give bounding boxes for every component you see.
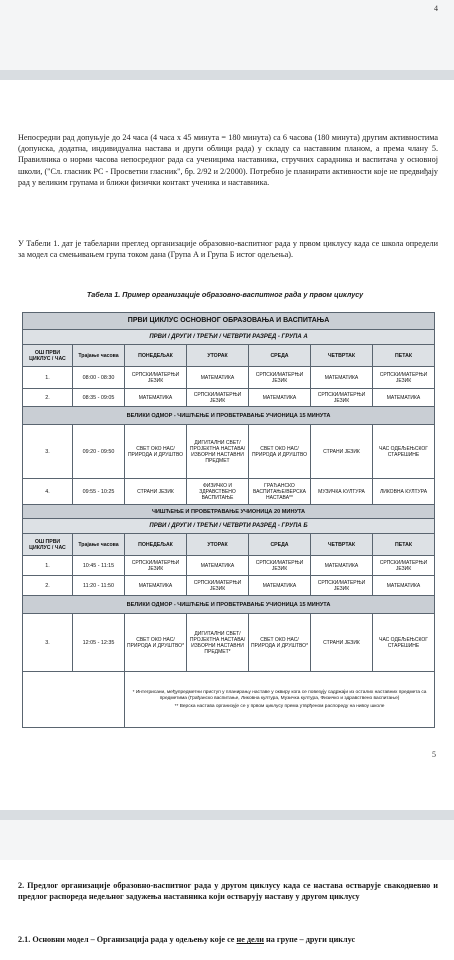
- schedule-table: [22, 312, 435, 728]
- table-cell: 09:20 - 09:50: [73, 425, 125, 479]
- table-cell: МАТЕМАТИКА: [311, 367, 373, 389]
- table-cell: 2.: [23, 389, 73, 407]
- table-cell: ЧАС ОДЕЉЕЊСКОГ СТАРЕШИНЕ: [373, 614, 435, 672]
- group-a-header: ПРВИ / ДРУГИ / ТРЕЋИ / ЧЕТВРТИ РАЗРЕД - ГРУПА А: [23, 330, 435, 345]
- col-header-wednesday: СРЕДА: [249, 534, 311, 556]
- table-cell: 2.: [23, 576, 73, 596]
- table-cell: МАТЕМАТИКА: [373, 576, 435, 596]
- table-cell: МАТЕМАТИКА: [249, 389, 311, 407]
- page-gap-top: [0, 70, 454, 80]
- col-header-tuesday: УТОРАК: [187, 534, 249, 556]
- table-cell: 1.: [23, 556, 73, 576]
- table-cell: СРПСКИ/МАТЕРЊИ ЈЕЗИК: [249, 367, 311, 389]
- table-cell: 3.: [23, 425, 73, 479]
- subsection-underlined: не дели: [236, 935, 264, 944]
- table-cell: 12:05 - 12:35: [73, 614, 125, 672]
- col-header-duration: Трајање часова: [73, 534, 125, 556]
- table-cell: СРПСКИ/МАТЕРЊИ ЈЕЗИК: [311, 576, 373, 596]
- table-cell: 4.: [23, 479, 73, 505]
- table-cell: МАТЕМАТИКА: [311, 556, 373, 576]
- col-header-friday: ПЕТАК: [373, 534, 435, 556]
- intro-paragraph: Непосредни рад допуњује до 24 часа (4 часа x 45 минута = 180 минута) са 6 часова (180 минута) другим активностима (допунска, додатна, индивидуална настава и други облици рада) у складу са наставним планом, а према члану 5. Правилника о норми часова непосредног рада са ученицима наставника, стручних сарадника и васпитача у основној школи, ("Сл. гласник РС - Просветни гласник", бр. 2/92 и 2/2000). Потребно је планирати активности које не предвиђају рад у великим групама и ближи физички контакт ученика и наставника.: [18, 133, 438, 187]
- table-cell: ФИЗИЧКО И ЗДРАВСТВЕНО ВАСПИТАЊЕ: [187, 479, 249, 505]
- table-cell: 08:35 - 09:05: [73, 389, 125, 407]
- table-row: [23, 425, 435, 479]
- break-cleaning: ЧИШЋЕЊЕ И ПРОВЕТРАВАЊЕ УЧИОНИЦА 20 МИНУТА: [23, 505, 435, 519]
- table-cell: СРПСКИ/МАТЕРЊИ ЈЕЗИК: [373, 367, 435, 389]
- col-header-monday: ПОНЕДЕЉАК: [125, 534, 187, 556]
- note-integrated: * Интегрисани, међупредметни приступ у планирању наставе у оквиру кога се повезују садржаји из осталих наставних предмета са предметима (Грађанско васпитање, Ликовна култура, Музичка култура, Физичко и здравствено васпитање): [132, 689, 427, 701]
- table-cell: ЛИКОВНА КУЛТУРА: [373, 479, 435, 505]
- table-cell: МАТЕМАТИКА: [249, 576, 311, 596]
- table-cell: СТРАНИ ЈЕЗИК: [125, 479, 187, 505]
- col-header-thursday: ЧЕТВРТАК: [311, 345, 373, 367]
- table-cell: СВЕТ ОКО НАС/ПРИРОДА И ДРУШТВО: [125, 425, 187, 479]
- table-cell: СРПСКИ/МАТЕРЊИ ЈЕЗИК: [187, 389, 249, 407]
- group-b-header: ПРВИ / ДРУГИ / ТРЕЋИ / ЧЕТВРТИ РАЗРЕД - ГРУПА Б: [23, 519, 435, 534]
- col-header-tuesday: УТОРАК: [187, 345, 249, 367]
- table-cell: СРПСКИ/МАТЕРЊИ ЈЕЗИК: [311, 389, 373, 407]
- table-cell: ГРАЂАНСКО ВАСПИТАЊЕ/ВЕРСКА НАСТАВА**: [249, 479, 311, 505]
- table-cell: МУЗИЧКА КУЛТУРА: [311, 479, 373, 505]
- table-intro-paragraph: У Табели 1. дат је табеларни преглед организације образовно-васпитног рада у првом циклусу када се школа определи за модел са смењивањем група током дана (Група А и Група Б истог одељења).: [18, 239, 438, 260]
- table-cell: 10:45 - 11:15: [73, 556, 125, 576]
- break-long-a: ВЕЛИКИ ОДМОР - ЧИШЋЕЊЕ И ПРОВЕТРАВАЊЕ УЧИОНИЦА 15 МИНУТА: [23, 407, 435, 425]
- table-row: [23, 614, 435, 672]
- col-header-thursday: ЧЕТВРТАК: [311, 534, 373, 556]
- table-cell: МАТЕМАТИКА: [125, 389, 187, 407]
- table-cell: 1.: [23, 367, 73, 389]
- col-header-friday: ПЕТАК: [373, 345, 435, 367]
- table-row: [23, 367, 435, 389]
- col-header-duration: Трајање часова: [73, 345, 125, 367]
- table-cell: ЧАС ОДЕЉЕЊСКОГ СТАРЕШИНЕ: [373, 425, 435, 479]
- table-row: [23, 389, 435, 407]
- table-cell: СРПСКИ/МАТЕРЊИ ЈЕЗИК: [125, 367, 187, 389]
- table-cell: СВЕТ ОКО НАС/ПРИРОДА И ДРУШТВО*: [125, 614, 187, 672]
- section-heading: 2. Предлог организације образовно-васпитног рада у другом циклусу када се настава остварује свакодневно и предлог распореда недељног задужења наставника који остварују наставу у другом циклусу: [18, 881, 438, 902]
- table-cell: 3.: [23, 614, 73, 672]
- table-cell: СТРАНИ ЈЕЗИК: [311, 425, 373, 479]
- table-row: [23, 576, 435, 596]
- table-title: ПРВИ ЦИКЛУС ОСНОВНОГ ОБРАЗОВАЊА И ВАСПИТАЊА: [23, 313, 435, 330]
- table-cell: СРПСКИ/МАТЕРЊИ ЈЕЗИК: [249, 556, 311, 576]
- column-headers-a: [23, 345, 435, 367]
- notes-blank: [23, 672, 125, 728]
- col-header-class: ОШ ПРВИ ЦИКЛУС / ЧАС: [23, 534, 73, 556]
- col-header-monday: ПОНЕДЕЉАК: [125, 345, 187, 367]
- note-religious: ** Верска настава организује се у првом циклусу према утврђеном распореду на нивоу школе: [174, 703, 385, 709]
- table-cell: МАТЕМАТИКА: [187, 556, 249, 576]
- break-long-b: ВЕЛИКИ ОДМОР - ЧИШЋЕЊЕ И ПРОВЕТРАВАЊЕ УЧИОНИЦА 15 МИНУТА: [23, 596, 435, 614]
- table-row: [23, 479, 435, 505]
- table-cell: СРПСКИ/МАТЕРЊИ ЈЕЗИК: [373, 556, 435, 576]
- table-cell: ДИГИТАЛНИ СВЕТ/ПРОЈЕКТНА НАСТАВА/ИЗБОРНИ НАСТАВНИ ПРЕДМЕТ: [187, 425, 249, 479]
- table-cell: СРПСКИ/МАТЕРЊИ ЈЕЗИК: [125, 556, 187, 576]
- table-cell: ДИГИТАЛНИ СВЕТ/ПРОЈЕКТНА НАСТАВА/ИЗБОРНИ НАСТАВНИ ПРЕДМЕТ*: [187, 614, 249, 672]
- table-cell: МАТЕМАТИКА: [187, 367, 249, 389]
- table-row: [23, 556, 435, 576]
- page-separator-bottom: [0, 820, 454, 860]
- page-gap-bottom: [0, 810, 454, 820]
- table-cell: СРПСКИ/МАТЕРЊИ ЈЕЗИК: [187, 576, 249, 596]
- page-number-middle: 5: [432, 750, 436, 759]
- table-cell: МАТЕМАТИКА: [125, 576, 187, 596]
- table-cell: СВЕТ ОКО НАС/ПРИРОДА И ДРУШТВО: [249, 425, 311, 479]
- table-cell: 11:20 - 11:50: [73, 576, 125, 596]
- page-number-top: 4: [434, 4, 438, 13]
- subsection-heading: [18, 934, 438, 945]
- col-header-wednesday: СРЕДА: [249, 345, 311, 367]
- table-cell: 09:55 - 10:25: [73, 479, 125, 505]
- col-header-class: ОШ ПРВИ ЦИКЛУС / ЧАС: [23, 345, 73, 367]
- page-separator-top: [0, 0, 454, 70]
- subsection-suffix: на групе – други циклус: [264, 935, 356, 944]
- table-cell: СТРАНИ ЈЕЗИК: [311, 614, 373, 672]
- table-notes: [125, 672, 435, 728]
- subsection-prefix: 2.1. Основни модел – Организација рада у одељењу које се: [18, 935, 237, 944]
- table-cell: СВЕТ ОКО НАС/ПРИРОДА И ДРУШТВО*: [249, 614, 311, 672]
- table-caption: Табела 1. Пример организације образовно-васпитног рада у првом циклусу: [86, 290, 364, 299]
- table-cell: МАТЕМАТИКА: [373, 389, 435, 407]
- column-headers-b: [23, 534, 435, 556]
- table-cell: 08:00 - 08:30: [73, 367, 125, 389]
